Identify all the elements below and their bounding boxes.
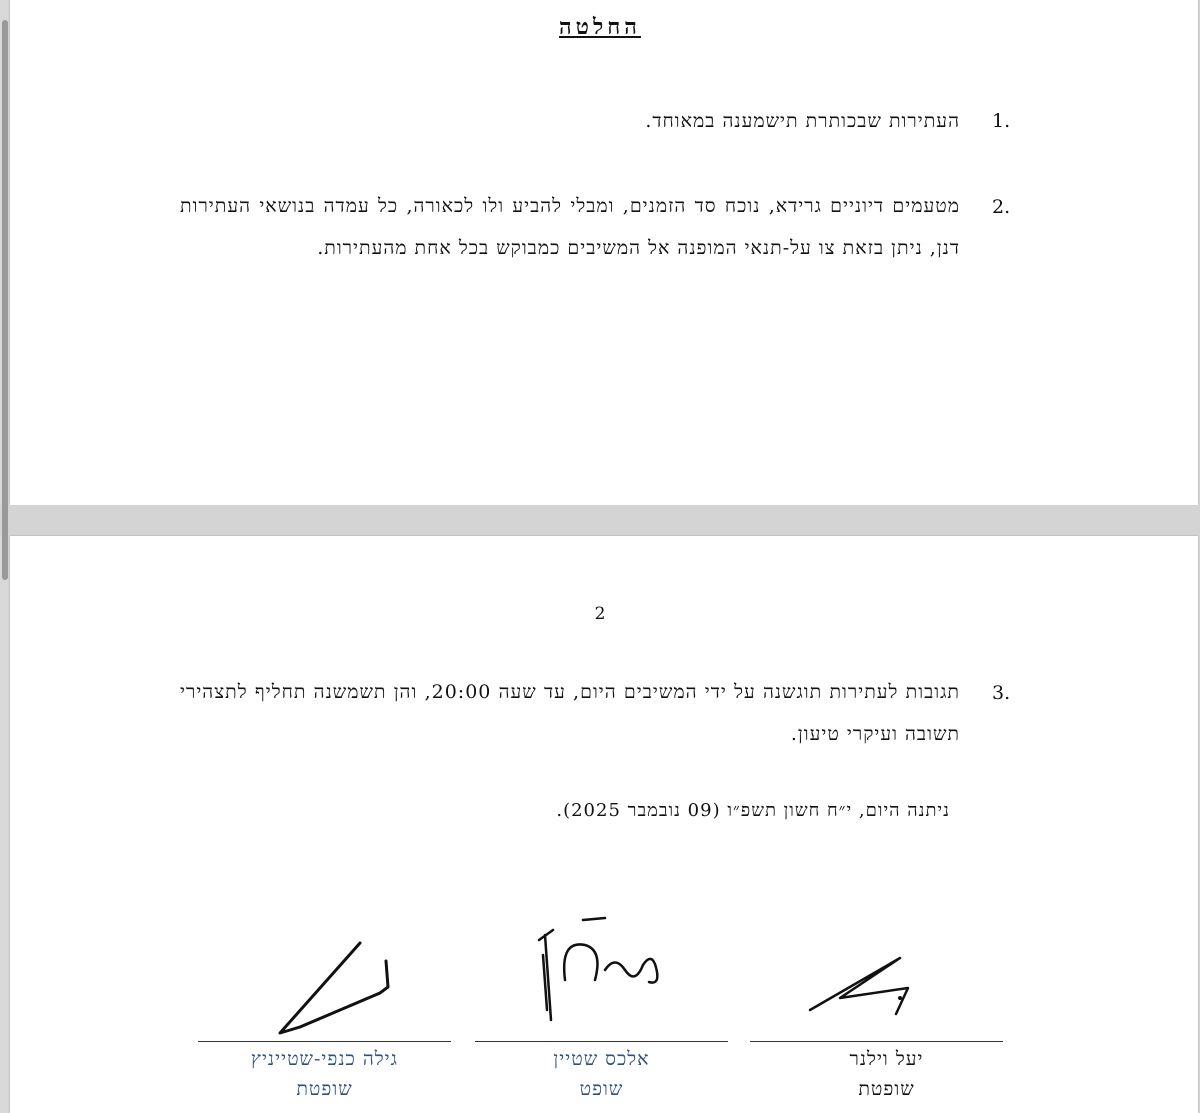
- page-number: 2: [594, 604, 606, 624]
- date-line: ניתנה היום, י״ח חשון תשפ״ו (09 נובמבר 2025).: [556, 800, 950, 821]
- item-2-number: 2.: [992, 196, 1011, 218]
- item-1-number: 1.: [992, 110, 1011, 132]
- judge-title-wilner: שופטת: [858, 1078, 915, 1100]
- signature-line-stein: [475, 1041, 728, 1042]
- judge-title-kanfi-steinitz: שופטת: [296, 1078, 353, 1100]
- judge-name-stein: אלכס שטיין: [553, 1048, 650, 1070]
- judge-name-kanfi-steinitz: גילה כנפי-שטייניץ: [251, 1048, 398, 1070]
- item-1-text: העתירות שבכותרת תישמענה במאוחד.: [645, 110, 960, 132]
- judge-title-stein: שופט: [579, 1078, 624, 1100]
- judge-name-wilner: יעל וילנר: [849, 1048, 924, 1070]
- signature-kanfi-steinitz: [270, 935, 420, 1040]
- signature-wilner: [800, 940, 940, 1030]
- scrollbar-thumb[interactable]: [2, 20, 8, 580]
- item-3-text: תגובות לעתירות תוגשנה על ידי המשיבים היום, עד שעה 20:00, והן תשמשנה תחליף לתצהירי תשובה ועיקרי טיעון.: [180, 681, 960, 745]
- page-separator: [0, 505, 1200, 536]
- item-2-text: מטעמים דיוניים גרידא, נוכח סד הזמנים, ומבלי להביע ולו לכאורה, כל עמדה בנושאי העתירות דנן, ניתן בזאת צו על-תנאי המופנה אל המשיבים כמבוקש בכל אחת מהעתירות.: [180, 195, 961, 259]
- signature-line-kanfi-steinitz: [198, 1041, 451, 1042]
- item-3-number: 3.: [992, 682, 1011, 704]
- signature-line-wilner: [750, 1041, 1003, 1042]
- decision-heading: החלטה: [559, 14, 641, 40]
- signature-stein: [525, 910, 675, 1030]
